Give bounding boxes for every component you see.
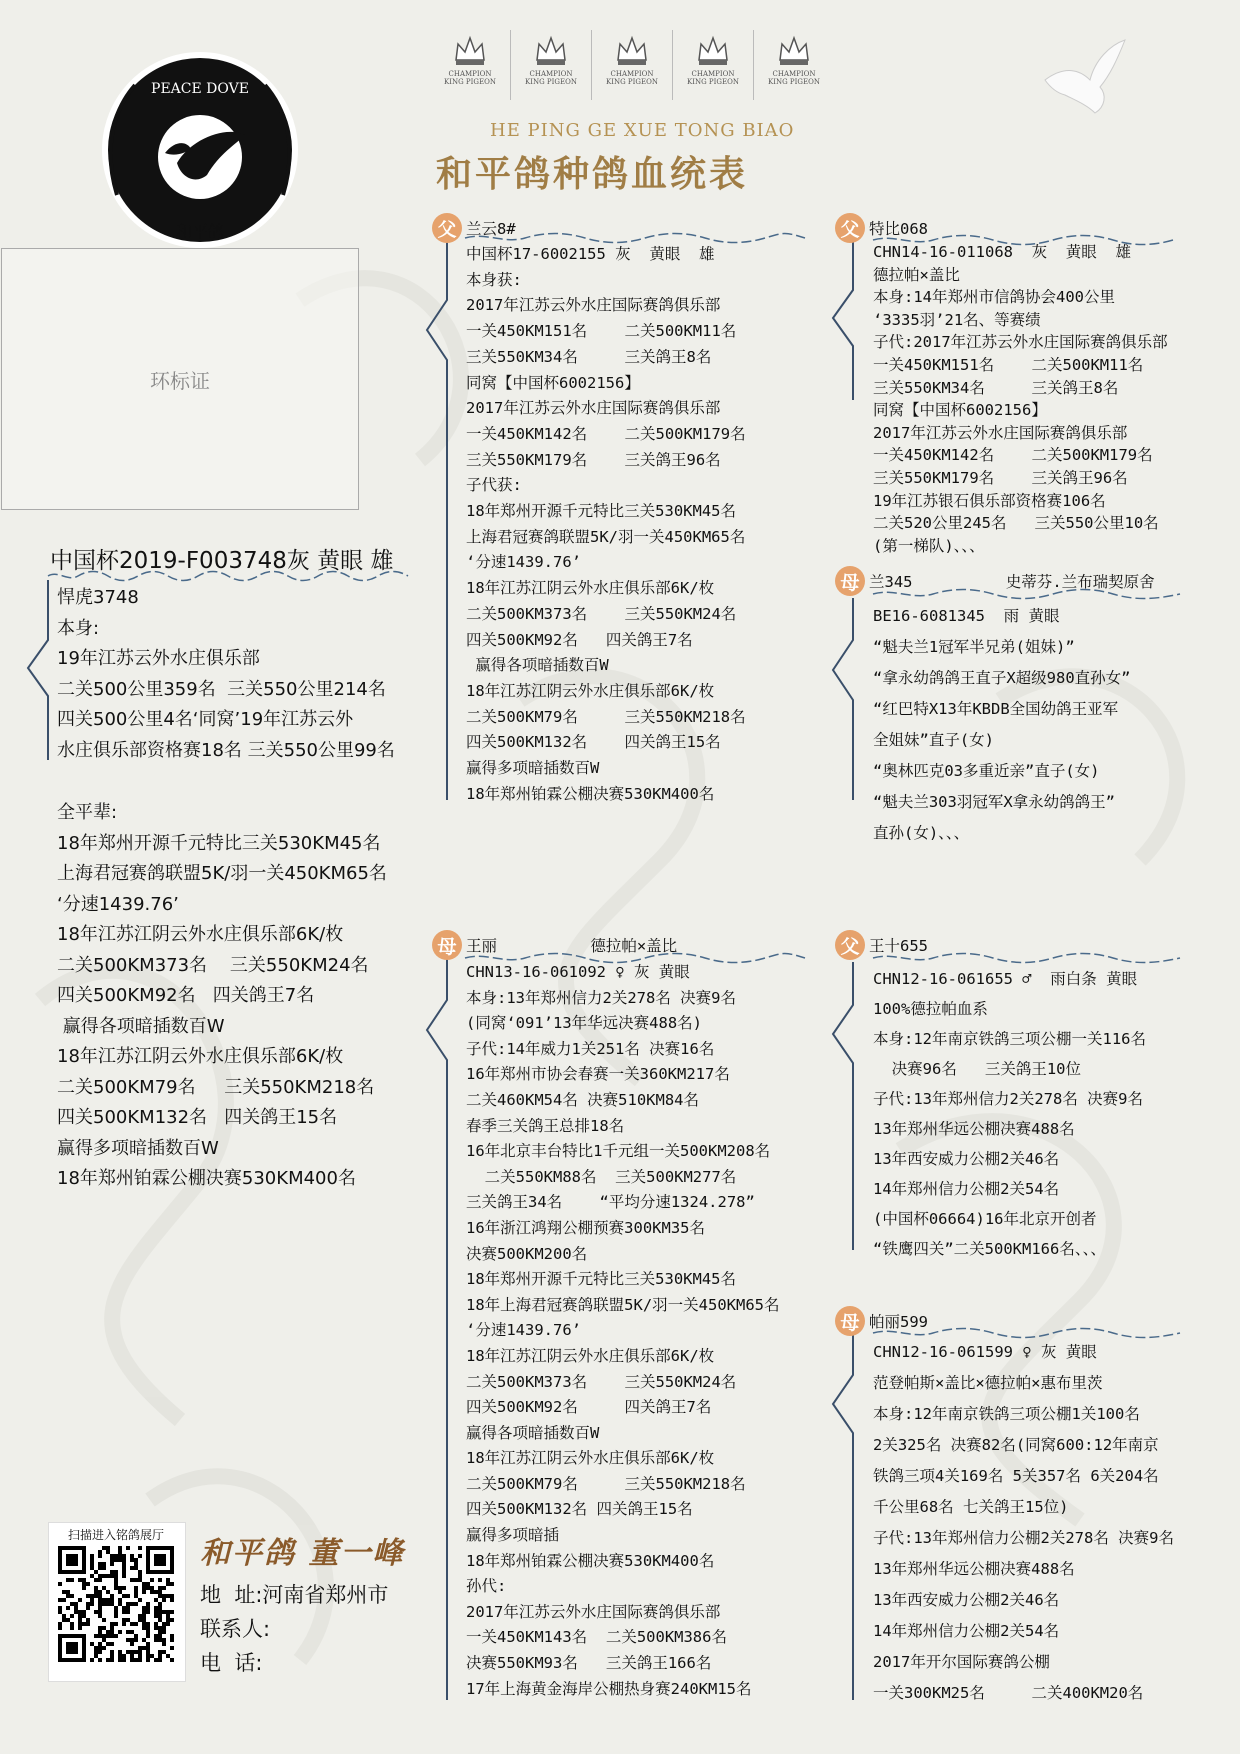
subject-line: 19年江苏云外水庄俱乐部 [57,648,260,669]
father-name: 兰云8# [466,220,516,238]
paternal-grandfather-line: CHN14-16-011068 灰 黄眼 雄 [873,243,1131,261]
subject-line: 二关500KM373名 三关550KM24名 [57,954,369,976]
maternal-grandmother-line: 一关300KM25名 二关400KM20名 [873,1684,1144,1702]
maternal-grandfather-line: “铁鹰四关”二关500KM166名、、、 [873,1240,1106,1258]
crown-label: KING PIGEON [768,78,820,86]
maternal-grandmother-header [835,1306,928,1336]
paternal-grandmother-line: “奥林匹克03多重近亲”直子(女) [873,762,1100,780]
qr-label: 扫描进入铭鸽展厅 [67,1528,164,1542]
subject-line: 18年郑州铂霖公棚决赛530KM400名 [57,1168,356,1189]
mother-line: 18年江苏江阴云外水庄俱乐部6K/枚 [466,1346,715,1365]
father-header [432,213,516,243]
title-pinyin: HE PING GE XUE TONG BIAO [490,120,795,141]
father-line: 2017年江苏云外水庄国际赛鸽俱乐部 [466,399,721,418]
paternal-grandfather-details [873,241,1168,557]
subject-siblings [57,798,387,1195]
paternal-grandmother-line: “魁夫兰1冠军半兄弟(姐妹)” [873,638,1075,656]
mother-line: 18年上海君冠赛鸽联盟5K/羽一关450KM65名 [466,1295,780,1314]
father-line: 赢得各项暗插数百W [466,656,609,675]
father-line: 18年郑州铂霖公棚决赛530KM400名 [466,784,715,803]
subject-line: 18年江苏江阴云外水庄俱乐部6K/枚 [57,1046,344,1067]
father-line: 三关550KM34名 三关鸽王8名 [466,347,712,366]
subject-line: 本身: [57,617,100,639]
paternal-grandfather-line: 子代:2017年江苏云外水庄国际赛鸽俱乐部 [873,333,1168,352]
crown-label: KING PIGEON [606,78,658,86]
paternal-grandmother-line: BE16-6081345 雨 黄眼 [873,607,1060,625]
maternal-grandmother-line: 范登帕斯×盖比×德拉帕×惠布里茨 [873,1374,1103,1392]
maternal-grandmother-line: 2关325名 决赛82名(同窝600:12年南京 [873,1436,1159,1454]
father-line: 中国杯17-6002155 灰 黄眼 雄 [466,245,715,263]
mother-line: 18年郑州开源千元特比三关530KM45名 [466,1270,736,1289]
father-line: 本身获: [466,270,522,289]
ring-certificate-label: 环标证 [150,368,210,393]
father-line: 子代获: [466,476,522,495]
mother-line: ‘分速1439.76’ [466,1321,581,1340]
maternal-grandmother-line: 子代:13年郑州信力公棚2关278名 决赛9名 [873,1529,1174,1547]
subject-ring-title: 中国杯2019-F003748灰 黄眼 雄 [50,548,394,574]
father-line: 18年郑州开源千元特比三关530KM45名 [466,502,736,521]
subject-line: 赢得多项暗插数百W [57,1137,219,1159]
maternal-grandmother-line: 本身:12年南京铁鸽三项公棚1关100名 [873,1405,1140,1423]
mother-line: 三关鸽王34名 “平均分速1324.278” [466,1193,755,1212]
crown-label: CHAMPION [772,70,816,78]
mother-line: 二关460KM54名 决赛510KM84名 [466,1090,699,1109]
maternal-grandfather-details [873,964,1146,1264]
mother-line: (同窝‘091’13年华远决赛488名) [466,1014,702,1033]
subject-line: 全平辈: [57,802,118,823]
subject-line: 二关500KM79名 三关550KM218名 [57,1076,375,1098]
mother-line: 18年郑州铂霖公棚决赛530KM400名 [466,1551,715,1570]
paternal-grandfather-header [835,213,928,243]
mother-line: 18年江苏江阴云外水庄俱乐部6K/枚 [466,1449,715,1468]
maternal-grandmother-line: 13年郑州华远公棚决赛488名 [873,1560,1075,1578]
subject-line: 18年江苏江阴云外水庄俱乐部6K/枚 [57,924,344,945]
mother-line: 春季三关鸽王总排18名 [466,1116,625,1135]
paternal-grandfather-line: 一关450KM142名 二关500KM179名 [873,446,1153,465]
mother-line: 决赛550KM93名 三关鸽王166名 [466,1654,712,1673]
mother-details [466,960,779,1702]
maternal-grandfather-line: CHN12-16-061655 ♂ 雨白条 黄眼 [873,970,1138,988]
mother-line: 17年上海黄金海岸公棚热身赛240KM15名 [466,1679,752,1698]
paternal-grandfather-line: 19年江苏银石俱乐部资格赛106名 [873,491,1106,510]
paternal-grandmother-line: 全姐妹”直子(女) [873,731,994,749]
subject-line: 四关500公里4名‘同窝’19年江苏云外 [57,709,354,730]
logo-text-bottom: 和平鸽 [175,222,225,241]
paternal-grandfather-line: 一关450KM151名 二关500KM11名 [873,355,1144,374]
maternal-grandfather-header [835,930,928,960]
paternal-grandmother-line: “拿永幼鸽鸽王直子X超级980直孙女” [873,669,1131,687]
mother-line: 孙代: [466,1577,507,1596]
father-line: 一关450KM151名 二关500KM11名 [466,322,737,341]
mother-line: 二关550KM88名 三关500KM277名 [466,1167,737,1186]
crown-label: CHAMPION [610,70,654,78]
mother-line: 四关500KM132名 四关鸽王15名 [466,1500,693,1519]
paternal-grandfather-name: 特比068 [869,220,928,238]
maternal-grandfather-line: 子代:13年郑州信力2关278名 决赛9名 [873,1090,1143,1108]
mother-badge: 母 [432,930,462,960]
mother-line: 二关500KM373名 三关550KM24名 [466,1372,737,1391]
father-line: ‘分速1439.76’ [466,553,581,572]
mother-line: 二关500KM79名 三关550KM218名 [466,1474,746,1493]
maternal-grandmother-line: 14年郑州信力公棚2关54名 [873,1622,1060,1640]
mother-name: 王丽 德拉帕×盖比 [466,937,678,955]
father-line: 四关500KM92名 四关鸽王7名 [466,630,693,649]
father-line: 赢得多项暗插数百W [466,759,600,778]
paternal-grandfather-line: 2017年江苏云外水庄国际赛鸽俱乐部 [873,423,1128,442]
paternal-grandfather-line: (第一梯队)、、、 [873,536,985,555]
contact-person-line: 联系人: [200,1617,271,1641]
crown-label: KING PIGEON [525,78,577,86]
maternal-grandfather-line: 决赛96名 三关鸽王10位 [873,1060,1081,1078]
crown-label: CHAMPION [448,70,492,78]
crown-label: KING PIGEON [687,78,739,86]
paternal-grandfather-line: 三关550KM179名 三关鸽王96名 [873,468,1128,487]
maternal-grandmother-details [873,1337,1174,1709]
father-line: 上海君冠赛鸽联盟5K/羽一关450KM65名 [466,527,746,546]
paternal-grandmother-line: “红巴特X13年KBDB全国幼鸽王亚军 [873,700,1119,718]
crown-label: CHAMPION [529,70,573,78]
paternal-grandfather-line: 同窝【中国杯6002156】 [873,401,1047,420]
loft-signature: 和平鸽 董一峰 [200,1536,405,1571]
subject-line: 上海君冠赛鸽联盟5K/羽一关450KM65名 [57,863,387,884]
maternal-grandmother-line: 13年西安威力公棚2关46名 [873,1591,1060,1609]
maternal-grandmother-badge: 母 [835,1306,865,1336]
address-line: 地 址:河南省郑州市 [200,1583,389,1607]
mother-line: 赢得各项暗插数百W [466,1423,600,1442]
paternal-grandfather-line: ‘3335羽’21名、等赛绩 [873,310,1041,329]
paternal-grandfather-line: 本身:14年郑州市信鸽协会400公里 [873,288,1115,307]
paternal-grandmother-badge: 母 [835,566,865,596]
maternal-grandmother-line: CHN12-16-061599 ♀ 灰 黄眼 [873,1343,1097,1361]
maternal-grandmother-line: 铁鸽三项4关169名 5关357名 6关204名 [873,1467,1159,1485]
maternal-grandfather-line: 100%德拉帕血系 [873,1000,988,1018]
paternal-grandfather-badge: 父 [835,213,865,243]
father-line: 二关500KM79名 三关550KM218名 [466,707,746,726]
crown-label: CHAMPION [691,70,735,78]
paternal-grandmother-line: “魁夫兰303羽冠军X拿永幼鸽鸽王” [873,793,1115,811]
maternal-grandfather-badge: 父 [835,930,865,960]
maternal-grandfather-name: 王十655 [869,937,928,955]
subject-line: 悍虎3748 [57,587,139,608]
paternal-grandfather-line: 二关520公里245名 三关550公里10名 [873,514,1159,533]
mother-line: 一关450KM143名 二关500KM386名 [466,1628,727,1647]
father-badge: 父 [432,213,462,243]
mother-line: 四关500KM92名 四关鸽王7名 [466,1398,712,1417]
logo-text-top: PEACE DOVE [151,81,249,97]
mother-line: 16年北京丰台特比1千元组一关500KM208名 [466,1142,771,1161]
father-line: 四关500KM132名 四关鸽王15名 [466,733,721,752]
subject-line: 水庄俱乐部资格赛18名 三关550公里99名 [57,739,395,761]
mother-line: 赢得多项暗插 [466,1526,560,1545]
maternal-grandmother-line: 2017年开尔国际赛鸽公棚 [873,1653,1050,1671]
subject-line: 四关500KM92名 四关鸽王7名 [57,985,315,1006]
maternal-grandfather-line: (中国杯06664)16年北京开创者 [873,1210,1097,1228]
father-line: 18年江苏江阴云外水庄俱乐部6K/枚 [466,579,715,598]
father-line: 2017年江苏云外水庄国际赛鸽俱乐部 [466,296,721,315]
subject-line: 四关500KM132名 四关鸽王15名 [57,1107,338,1128]
maternal-grandfather-line: 本身:12年南京铁鸽三项公棚一关116名 [873,1030,1146,1048]
maternal-grandmother-name: 帕丽599 [869,1313,928,1331]
mother-line: 决赛500KM200名 [466,1244,588,1263]
father-line: 一关450KM142名 二关500KM179名 [466,424,746,443]
subject-details [57,583,395,766]
father-line: 三关550KM179名 三关鸽王96名 [466,450,721,469]
mother-line: 16年郑州市协会春赛一关360KM217名 [466,1065,730,1084]
page-title: 和平鸽种鸽血统表 [436,153,749,195]
paternal-grandmother-header [835,566,1155,596]
mother-line: 16年浙江鸿翔公棚预赛300KM35名 [466,1218,705,1237]
paternal-grandfather-line: 德拉帕×盖比 [873,265,960,284]
phone-line: 电 话: [200,1651,263,1675]
subject-line: 赢得各项暗插数百W [57,1015,225,1037]
paternal-grandmother-details [873,601,1131,849]
subject-line: ‘分速1439.76’ [57,893,179,915]
mother-line: 本身:13年郑州信力2关278名 决赛9名 [466,988,736,1007]
mother-line: 子代:14年威力1关251名 决赛16名 [466,1039,715,1058]
father-line: 二关500KM373名 三关550KM24名 [466,604,737,623]
mother-line: 2017年江苏云外水庄国际赛鸽俱乐部 [466,1602,721,1621]
subject-line: 18年郑州开源千元特比三关530KM45名 [57,832,381,854]
mother-header [432,930,677,960]
contact-info [200,1578,388,1680]
paternal-grandmother-name: 兰345 史蒂芬.兰布瑞契原舍 [869,573,1155,591]
maternal-grandfather-line: 13年西安威力公棚2关46名 [873,1150,1060,1168]
crown-label: KING PIGEON [444,78,496,86]
father-line: 18年江苏江阴云外水庄俱乐部6K/枚 [466,681,715,700]
maternal-grandfather-line: 13年郑州华远公棚决赛488名 [873,1120,1075,1138]
maternal-grandmother-line: 千公里68名 七关鸽王15位) [873,1498,1069,1516]
subject-line: 二关500公里359名 三关550公里214名 [57,678,386,700]
mother-line: CHN13-16-061092 ♀ 灰 黄眼 [466,963,690,981]
paternal-grandfather-line: 三关550KM34名 三关鸽王8名 [873,378,1119,397]
maternal-grandfather-line: 14年郑州信力公棚2关54名 [873,1180,1060,1198]
father-line: 同窝【中国杯6002156】 [466,373,640,392]
qr-code[interactable] [58,1546,174,1662]
father-details [466,242,746,807]
paternal-grandmother-line: 直孙(女)、、、 [873,824,970,842]
